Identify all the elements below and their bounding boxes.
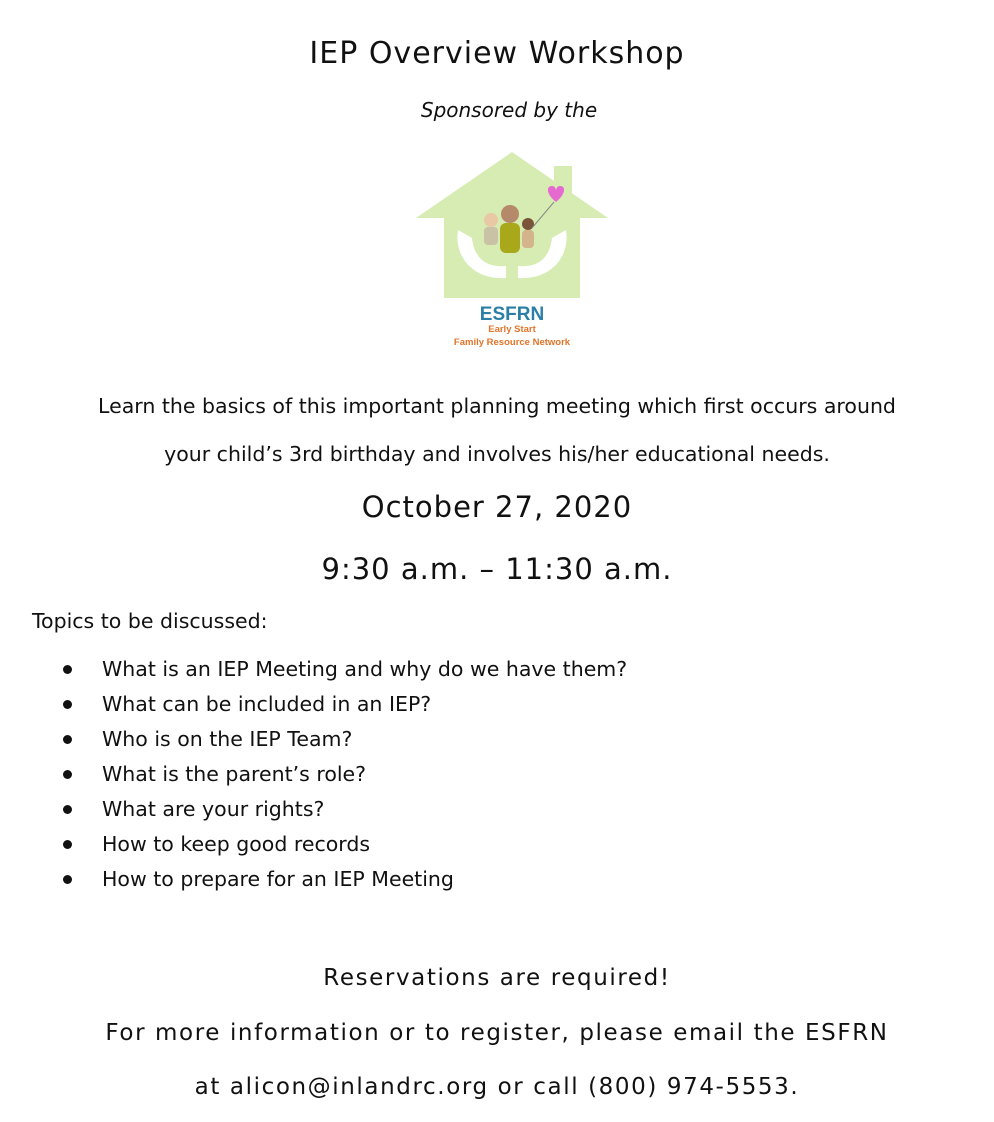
topic-text: How to prepare for an IEP Meeting (102, 867, 454, 891)
event-time: 9:30 a.m. – 11:30 a.m. (321, 552, 673, 586)
logo-child-head (484, 213, 498, 227)
topic-text: What is an IEP Meeting and why do we have them? (102, 657, 628, 681)
logo-toddler-head (522, 218, 534, 230)
intro-line-2: your child’s 3rd birthday and involves his/her educational needs. (164, 442, 830, 466)
bullet-icon (63, 840, 72, 849)
page-title: IEP Overview Workshop (309, 36, 685, 71)
logo-toddler-body (522, 230, 534, 248)
logo-line1: Early Start (488, 324, 536, 335)
contact-line-2: at alicon@inlandrc.org or call (800) 974-5553. (194, 1074, 800, 1100)
logo-abbr: ESFRN (479, 304, 545, 325)
logo-adult-body (500, 223, 520, 253)
logo-line2: Family Resource Network (453, 337, 571, 348)
logo-adult-head (501, 205, 519, 223)
topic-text: How to keep good records (102, 832, 371, 856)
topic-text: What are your rights? (102, 797, 325, 821)
sponsor-text: Sponsored by the (420, 98, 598, 122)
intro-line-1: Learn the basics of this important planning meeting which first occurs around (98, 394, 896, 418)
topic-text: What is the parent’s role? (102, 762, 367, 786)
esfrn-logo (414, 146, 610, 362)
bullet-icon (63, 700, 72, 709)
bullet-icon (63, 665, 72, 674)
bullet-icon (63, 875, 72, 884)
event-date: October 27, 2020 (361, 490, 633, 524)
topic-text: Who is on the IEP Team? (102, 727, 353, 751)
contact-line-1: For more information or to register, please email the ESFRN (105, 1020, 889, 1046)
reservations-notice: Reservations are required! (323, 965, 671, 991)
bullet-icon (63, 805, 72, 814)
bullet-icon (63, 735, 72, 744)
logo-child-body (484, 227, 498, 245)
topics-heading: Topics to be discussed: (32, 609, 268, 633)
topic-text: What can be included in an IEP? (102, 692, 432, 716)
bullet-icon (63, 770, 72, 779)
